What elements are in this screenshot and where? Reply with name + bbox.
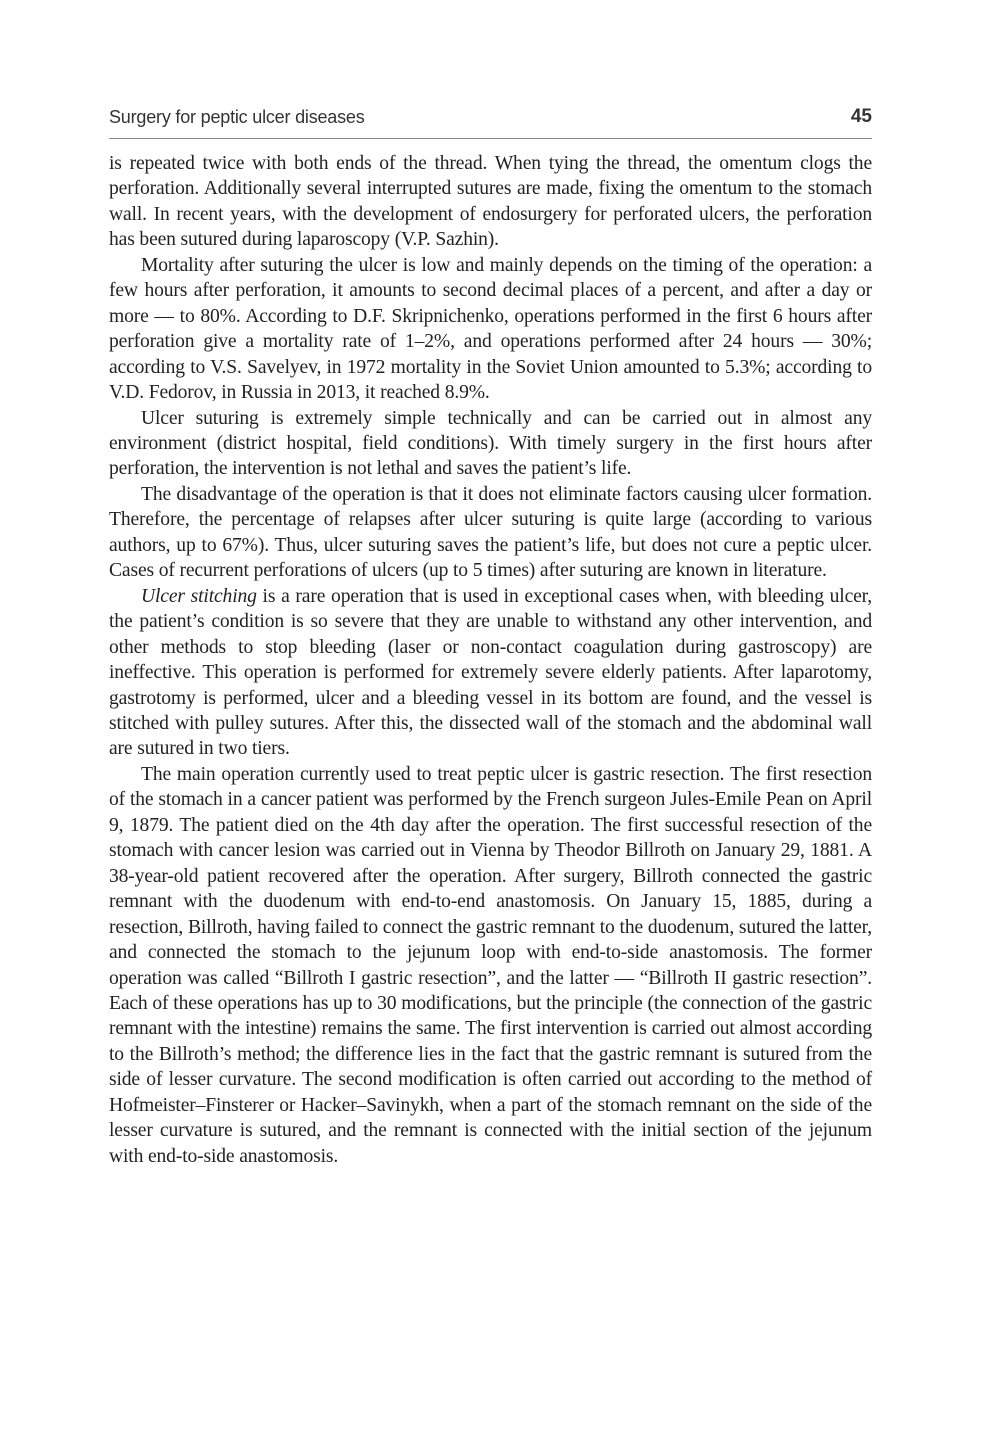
paragraph: Mortality after suturing the ulcer is low and mainly depends on the timing of the operation: a few hours after perforation, it amounts to second decimal places of a percent, and after a day or more — to 80%. According to D.F. Skripnichenko, operations performed in the first 6 hours after perforation give a mortality rate of 1–2%, and operations performed after 24 hours — 30%; according to V.S. Savelyev, in 1972 mortality in the Soviet Union amounted to 5.3%; according to V.D. Fedorov, in Russia in 2013, it reached 8.9%. bbox=[109, 254, 872, 404]
paragraph bbox=[109, 584, 872, 762]
paragraph: The disadvantage of the operation is that it does not eliminate factors causing ulcer formation. Therefore, the percentage of relapses after ulcer suturing is quite large (according to various authors, up to 67%). Thus, ulcer suturing saves the patient’s life, but does not cure a peptic ulcer. Cases of recurrent perforations of ulcers (up to 5 times) after suturing are known in literature. bbox=[109, 483, 872, 582]
running-header bbox=[109, 104, 872, 130]
header-divider bbox=[109, 138, 872, 139]
paragraph: The main operation currently used to treat peptic ulcer is gastric resection. The first resection of the stomach in a cancer patient was performed by the French surgeon Jules-Emile Pean on April 9, 1879. The patient died on the 4th day after the operation. The first successful resection of the stomach with cancer lesion was carried out in Vienna by Theodor Billroth on January 29, 1881. A 38-year-old patient recovered after the operation. After surgery, Billroth connected the gastric remnant with the duodenum with end-to-end anastomosis. On January 15, 1885, during a resection, Billroth, having failed to connect the gastric remnant to the duodenum, sutured the latter, and connected the stomach to the jejunum loop with end-to-side anastomosis. The former operation was called “Billroth I gastric resection”, and the latter — “Billroth II gastric resection”. Each of these operations has up to 30 modifications, but the principle (the connection of the gastric remnant with the intestine) remains the same. The first intervention is carried out almost according to the Billroth’s method; the difference lies in the fact that the gastric remnant is sutured from the side of lesser curvature. The second modification is often carried out according to the method of Hofmeister–Finsterer or Hacker–Savinykh, when a part of the stomach remnant on the side of the lesser curvature is sutured, and the remnant is connected with the initial section of the jejunum with end-to-side anastomosis. bbox=[109, 763, 872, 1167]
body-text bbox=[109, 151, 872, 1169]
paragraph: is repeated twice with both ends of the thread. When tying the thread, the omentum clogs the perforation. Additionally several interrupted sutures are made, fixing the omentum to the stomach wall. In recent years, with the development of endosurgery for perforated ulcers, the perforation has been sutured during laparoscopy (V.P. Sazhin). bbox=[109, 153, 872, 251]
paragraph: Ulcer suturing is extremely simple technically and can be carried out in almost any environment (district hospital, field conditions). With timely surgery in the first hours after perforation, the intervention is not lethal and saves the patient’s life. bbox=[109, 407, 872, 480]
page-number: 45 bbox=[850, 106, 872, 127]
running-title: Surgery for peptic ulcer diseases bbox=[109, 106, 365, 127]
paragraph-text: is a rare operation that is used in exceptional cases when, with bleeding ulcer, the patient’s condition is so severe that they are unable to withstand any other intervention, and other methods to stop bleeding (laser or non-contact coagulation during gastroscopy) are ineffective. This operation is performed for extremely severe elderly patients. After laparotomy, gastrotomy is performed, ulcer and a bleeding vessel in its bottom are found, and the vessel is stitched with pulley sutures. After this, the dissected wall of the stomach and the abdominal wall are sutured in two tiers. bbox=[109, 585, 873, 760]
italic-term: Ulcer stitching bbox=[141, 585, 257, 607]
